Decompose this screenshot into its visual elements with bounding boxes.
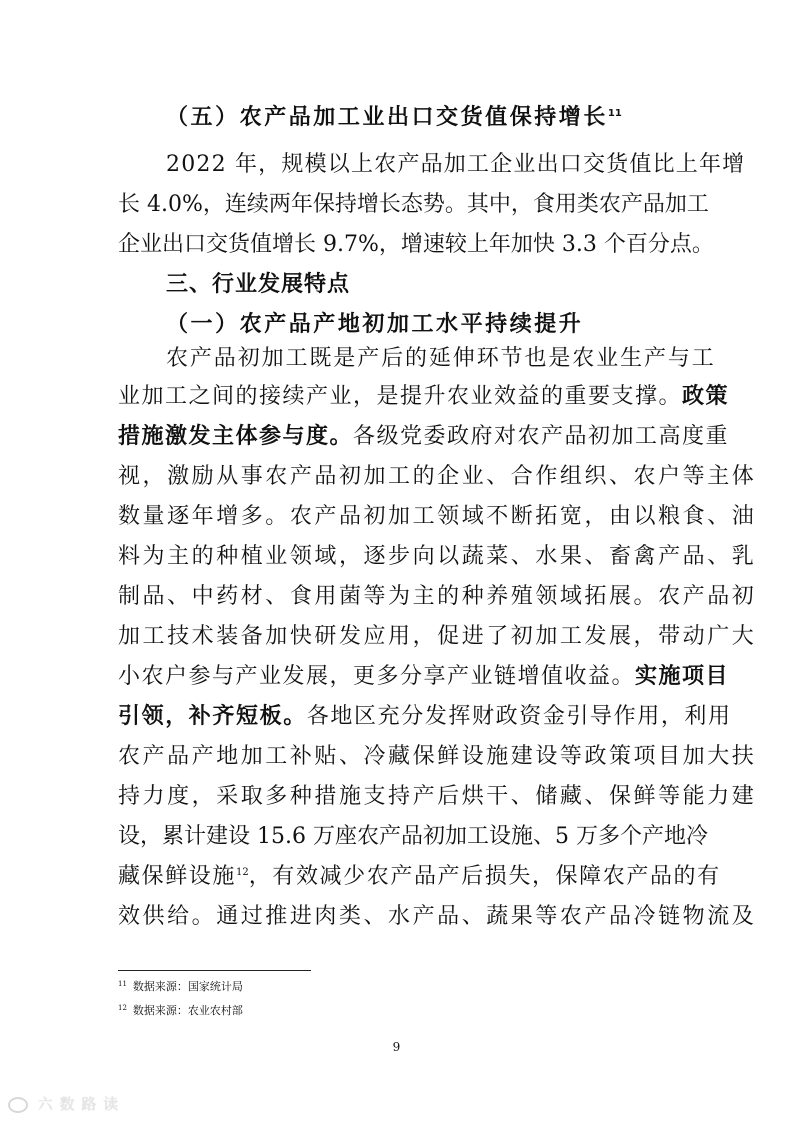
body-line: 引领，补齐短板。各地区充分发挥财政资金引导作用，利用 (118, 704, 732, 729)
body-line: 料为主的种植业领域，逐步向以蔬菜、水果、畜禽产品、乳 (118, 544, 757, 569)
body-line: 持力度，采取多种措施支持产后烘干、储藏、保鲜等能力建 (118, 784, 757, 809)
footnote-ref-11: 11 (607, 108, 622, 119)
body-line: 设，累计建设 15.6 万座农产品初加工设施、5 万多个产地冷 (118, 824, 708, 849)
body-line: 企业出口交货值增长 9.7%，增速较上年加快 3.3 个百分点。 (118, 232, 714, 257)
body-line: 农产品初加工既是产后的延伸环节也是农业生产与工 (166, 346, 716, 371)
footnote-11: $^{11}$ 数据来源：国家统计局 (118, 980, 243, 993)
body-line: 2022 年，规模以上农产品加工企业出口交货值比上年增 (166, 152, 746, 177)
body-line: 加工技术装备加快研发应用，促进了初加工发展，带动广大 (118, 624, 757, 649)
footnote-12: $^{12}$ 数据来源：农业农村部 (118, 1004, 243, 1017)
bold-highlight: 引领，补齐短板。 (118, 704, 307, 729)
body-line: 藏保鲜设施$^{12}$，有效减少农产品产后损失，保障农产品的有 (118, 864, 721, 889)
page-number: 9 (392, 1040, 401, 1054)
bold-highlight: 实施项目 (635, 664, 730, 689)
body-line: 业加工之间的接续产业，是提升农业效益的重要支撑。政策 (118, 384, 730, 409)
watermark-logo: 六 数 路 读 (8, 1093, 119, 1114)
body-line: 农产品产地加工补贴、冷藏保鲜设施建设等政策项目加大扶 (118, 744, 757, 769)
body-line: 小农户参与产业发展，更多分享产业链增值收益。实施项目 (118, 664, 730, 689)
subsection-1-heading: （一）农产品产地初加工水平持续提升 (166, 312, 584, 337)
footnote-ref-12: 12 (236, 867, 249, 878)
bold-highlight: 措施激发主体参与度。 (118, 424, 354, 449)
body-line: 效供给。通过推进肉类、水产品、蔬果等农产品冷链物流及 (118, 904, 757, 929)
body-line: 长 4.0%，连续两年保持增长态势。其中，食用类农产品加工 (118, 192, 709, 217)
section-5-heading: （五）农产品加工业出口交货值保持增长$^{11}$ (166, 105, 622, 130)
part-3-heading: 三、行业发展特点 (166, 272, 351, 297)
body-line: 措施激发主体参与度。各级党委政府对农产品初加工高度重 (118, 424, 730, 449)
watermark-icon (8, 1097, 28, 1113)
bold-highlight: 政策 (682, 384, 730, 409)
footnote-separator (118, 970, 311, 971)
body-line: 数量逐年增多。农产品初加工领域不断拓宽，由以粮食、油 (118, 504, 757, 529)
body-line: 视，激励从事农产品初加工的企业、合作组织、农户等主体 (118, 464, 757, 489)
body-line: 制品、中药材、食用菌等为主的种养殖领域拓展。农产品初 (118, 584, 757, 609)
